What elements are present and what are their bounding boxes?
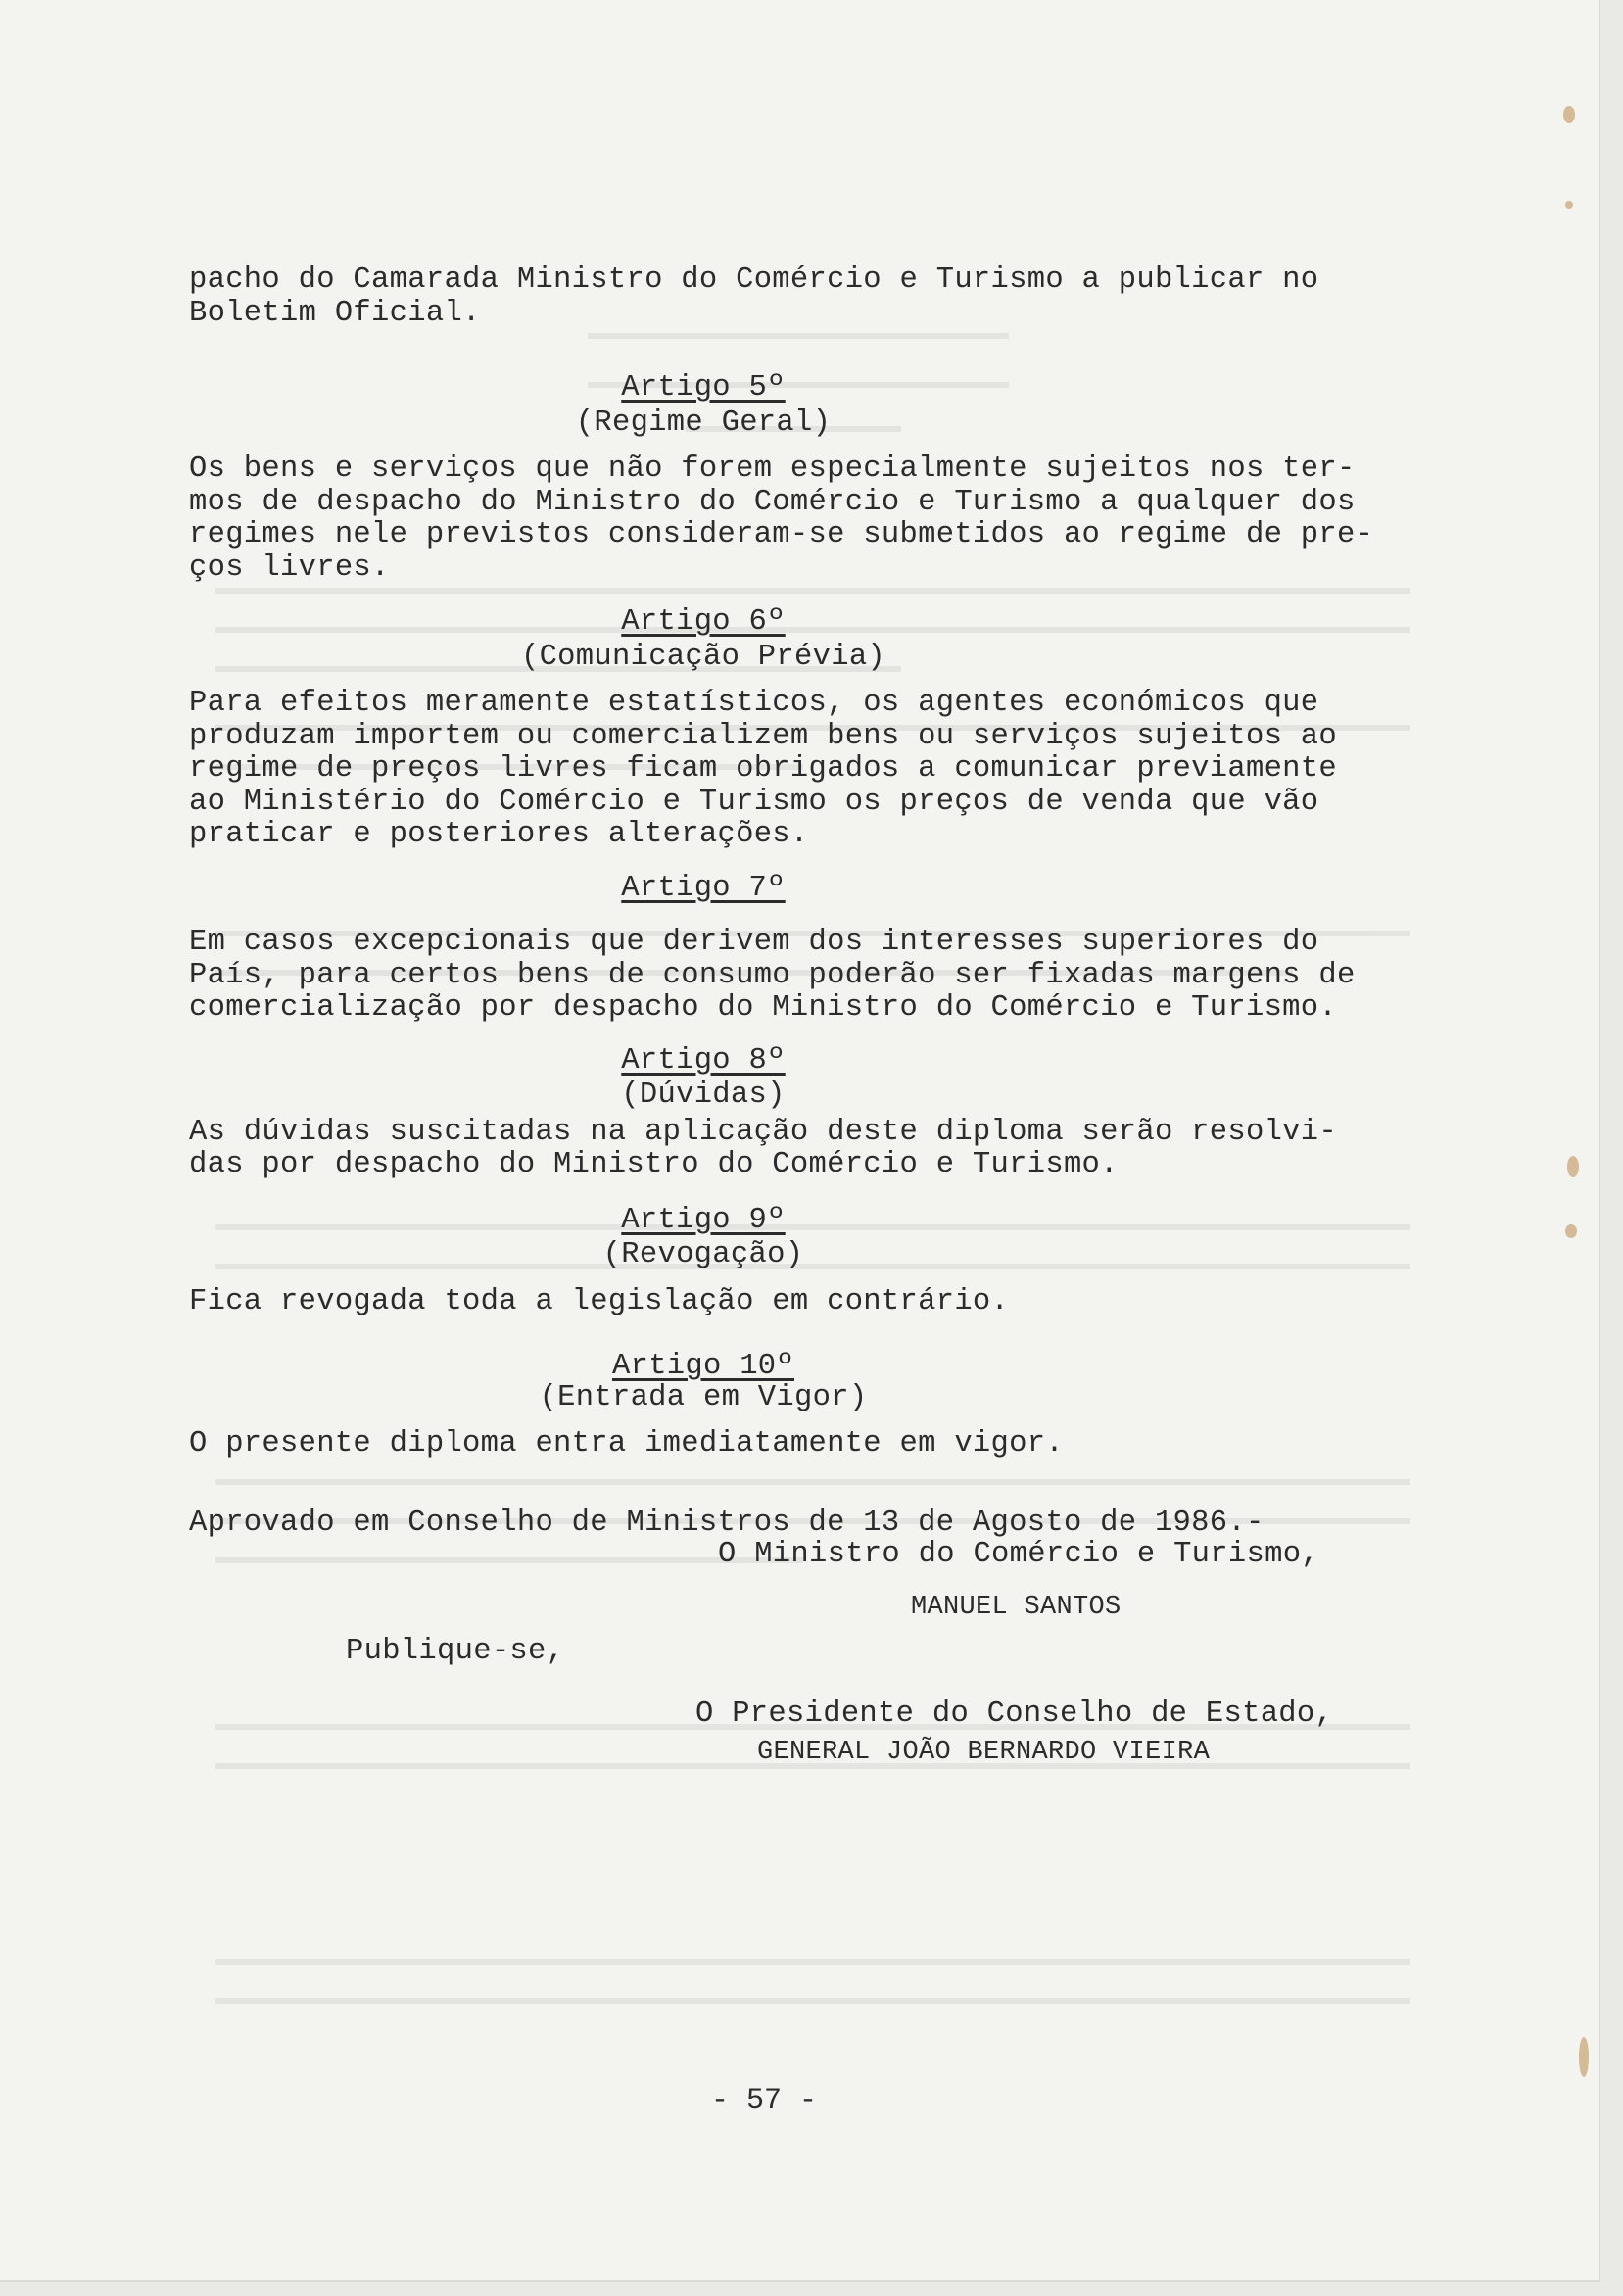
text-line: Em casos excepcionais que derivem dos interesses superiores do [189, 926, 1319, 959]
article-subtitle: (Dúvidas) [621, 1078, 786, 1112]
article-7 [189, 873, 1462, 1026]
article-title: Artigo 8º [621, 1043, 786, 1077]
text-line: regime de preços livres ficam obrigados a comunicar previamente [189, 752, 1337, 786]
article-title: Artigo 7º [621, 871, 786, 905]
text-line: mos de despacho do Ministro do Comércio e Turismo a qualquer dos [189, 485, 1356, 519]
text-line: ços livres. [189, 550, 390, 585]
text-line: comercialização por despacho do Ministro do Comércio e Turismo. [189, 991, 1337, 1025]
rust-spot [1567, 1156, 1579, 1177]
minister-name: MANUEL SANTOS [911, 1592, 1122, 1622]
rust-spot [1565, 201, 1573, 209]
text-line: Os bens e serviços que não forem especialmente sujeitos nos ter- [189, 453, 1356, 486]
text-line: As dúvidas suscitadas na aplicação deste diploma serão resolvi- [189, 1115, 1337, 1149]
text-line: Fica revogada toda a legislação em contrário. [189, 1284, 1010, 1318]
president-name: GENERAL JOÃO BERNARDO VIEIRA [757, 1738, 1211, 1767]
text-line: Boletim Oficial. [189, 296, 481, 330]
rust-spot [1579, 2037, 1589, 2077]
approval-line: Aprovado em Conselho de Ministros de 13 de Agosto de 1986.- [189, 1506, 1265, 1540]
rust-spot [1563, 106, 1575, 123]
text-line: pacho do Camarada Ministro do Comércio e Turismo a publicar no [189, 263, 1319, 297]
article-10 [189, 1351, 1462, 1461]
article-title: Artigo 5º [621, 371, 786, 405]
text-line: praticar e posteriores alterações. [189, 818, 809, 851]
article-subtitle: (Comunicação Prévia) [520, 640, 886, 674]
intro-paragraph [189, 264, 1462, 330]
text-line: Para efeitos meramente estatísticos, os agentes económicos que [189, 687, 1319, 720]
article-title: Artigo 10º [611, 1350, 795, 1383]
article-6 [189, 606, 1462, 852]
minister-title: O Ministro do Comércio e Turismo, [718, 1538, 1319, 1571]
document-body [189, 264, 1462, 1770]
article-subtitle: (Revogação) [602, 1238, 804, 1271]
text-line: regimes nele previstos consideram-se submetidos ao regime de pre- [189, 518, 1374, 551]
text-line: produzam importem ou comercializem bens ou serviços sujeitos ao [189, 719, 1337, 753]
text-line: ao Ministério do Comércio e Turismo os preços de venda que vão [189, 785, 1319, 819]
closing-block [189, 1507, 1462, 1770]
text-line: O presente diploma entra imediatamente em vigor. [189, 1427, 1064, 1460]
text-line: das por despacho do Ministro do Comércio e Turismo. [189, 1148, 1119, 1181]
publique-line: Publique-se, [346, 1635, 565, 1668]
text-line: País, para certos bens de consumo poderão ser fixadas margens de [189, 958, 1356, 992]
article-8 [189, 1045, 1462, 1182]
article-subtitle: (Regime Geral) [575, 406, 832, 440]
rust-spot [1565, 1224, 1577, 1238]
president-title: O Presidente do Conselho de Estado, [695, 1697, 1334, 1731]
article-title: Artigo 6º [621, 605, 786, 639]
article-subtitle: (Entrada em Vigor) [539, 1380, 868, 1414]
article-title: Artigo 9º [621, 1203, 786, 1237]
article-5 [189, 372, 1462, 585]
article-9 [189, 1205, 1462, 1319]
page-number: - 57 - [710, 2084, 818, 2118]
